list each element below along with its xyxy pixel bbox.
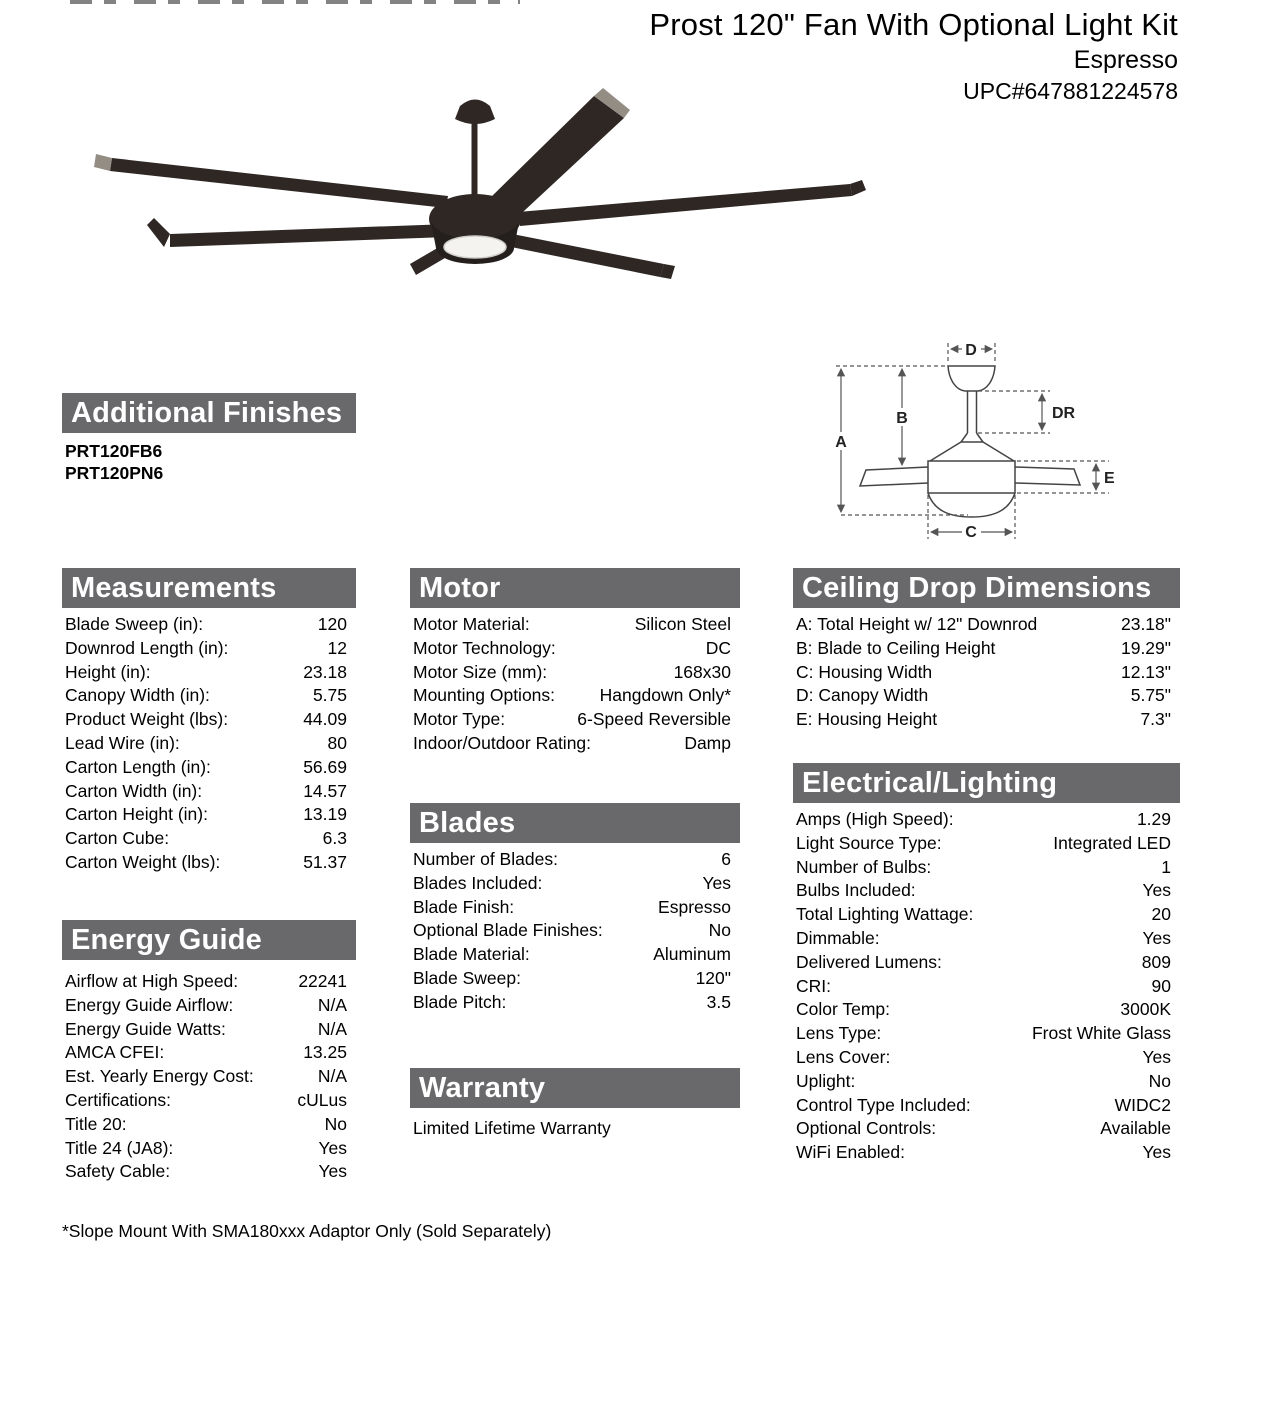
spec-row: [413, 684, 731, 708]
spec-row: [65, 1089, 347, 1113]
spec-label: Est. Yearly Energy Cost:: [65, 1066, 254, 1087]
spec-value: No: [324, 1113, 347, 1134]
section-warranty: [410, 1068, 740, 1139]
section-additional-finishes: [62, 393, 356, 484]
spec-label: Optional Blade Finishes:: [413, 920, 603, 941]
spec-row: [65, 1018, 347, 1042]
spec-value: N/A: [317, 1018, 347, 1039]
spec-row: [796, 1046, 1171, 1070]
section-measurements: [62, 568, 356, 875]
spec-value: WIDC2: [1114, 1094, 1171, 1115]
spec-value: Hangdown Only*: [599, 685, 731, 706]
spec-row: [796, 1094, 1171, 1118]
spec-row: [413, 919, 731, 943]
spec-label: Control Type Included:: [796, 1094, 971, 1115]
spec-value: 809: [1141, 951, 1171, 972]
spec-value: 14.57: [303, 780, 347, 801]
spec-label: Blade Material:: [413, 944, 530, 965]
spec-row: [413, 991, 731, 1015]
spec-label: Number of Bulbs:: [796, 856, 932, 877]
spec-row: [796, 856, 1171, 880]
spec-label: WiFi Enabled:: [796, 1142, 905, 1163]
spec-value: No: [708, 920, 731, 941]
finish-name: Espresso: [1073, 46, 1178, 74]
spec-row: [65, 684, 347, 708]
spec-row: [413, 708, 731, 732]
spec-label: Carton Height (in):: [65, 804, 208, 825]
spec-value: 19.29": [1120, 637, 1171, 658]
spec-value: Integrated LED: [1053, 832, 1171, 853]
spec-label: Title 20:: [65, 1113, 127, 1134]
spec-label: E: Housing Height: [796, 709, 938, 730]
section-electrical-lighting: [793, 763, 1180, 1165]
spec-value: 13.25: [303, 1042, 347, 1063]
spec-value: Yes: [1142, 1142, 1171, 1163]
spec-row: [65, 708, 347, 732]
spec-row: [65, 803, 347, 827]
spec-value: 51.37: [303, 851, 347, 872]
dimension-diagram: [828, 334, 1128, 558]
spec-row: [65, 1160, 347, 1184]
product-image-fan: [60, 84, 960, 324]
spec-row: [65, 994, 347, 1018]
diagram-label-b: B: [896, 410, 908, 427]
spec-row: [796, 637, 1171, 661]
spec-value: 7.3": [1140, 709, 1171, 730]
spec-row: [65, 851, 347, 875]
spec-value: 12.13": [1120, 661, 1171, 682]
spec-label: Canopy Width (in):: [65, 685, 210, 706]
finish-sku: PRT120FB6: [65, 441, 163, 461]
spec-label: D: Canopy Width: [796, 685, 929, 706]
spec-row: [413, 613, 731, 637]
spec-value: 120": [695, 967, 731, 988]
spec-row: [65, 780, 347, 804]
spec-label: Energy Guide Airflow:: [65, 994, 234, 1015]
spec-row: [796, 1022, 1171, 1046]
spec-value: N/A: [317, 994, 347, 1015]
spec-rows: [410, 848, 740, 1015]
spec-rows: [793, 613, 1180, 732]
spec-value: 1.29: [1136, 809, 1171, 829]
spec-label: Blades Included:: [413, 872, 543, 893]
spec-label: Lens Type:: [796, 1023, 882, 1044]
spec-value: Yes: [1142, 1046, 1171, 1067]
diagram-label-e: E: [1104, 470, 1115, 487]
spec-label: Color Temp:: [796, 999, 891, 1020]
spec-value: 3.5: [706, 991, 731, 1012]
slope-mount-footnote: *Slope Mount With SMA180xxx Adaptor Only (Sold Separately): [62, 1221, 552, 1241]
spec-label: Motor Material:: [413, 614, 530, 634]
diagram-label-d: D: [965, 342, 977, 359]
spec-value: N/A: [317, 1066, 347, 1087]
spec-row: [413, 896, 731, 920]
spec-label: Lens Cover:: [796, 1046, 891, 1067]
spec-value: Available: [1100, 1118, 1171, 1139]
spec-label: C: Housing Width: [796, 661, 933, 682]
spec-label: Certifications:: [65, 1089, 172, 1110]
section-header: Electrical/Lighting: [793, 763, 1180, 803]
spec-label: Number of Blades:: [413, 849, 558, 869]
spec-value: 13.19: [303, 804, 347, 825]
spec-label: Dimmable:: [796, 927, 880, 948]
spec-value: 23.18": [1120, 614, 1171, 634]
spec-row: [65, 661, 347, 685]
diagram-label-dr: DR: [1052, 405, 1076, 422]
spec-row: [65, 756, 347, 780]
section-energy-guide: [62, 920, 356, 1184]
section-header: Warranty: [410, 1068, 740, 1108]
spec-label: B: Blade to Ceiling Height: [796, 637, 996, 658]
section-header: Energy Guide: [62, 920, 356, 960]
spec-row: [796, 613, 1171, 637]
spec-row: [65, 1041, 347, 1065]
spec-value: 90: [1151, 975, 1171, 996]
spec-row: [796, 1070, 1171, 1094]
spec-row: [796, 1141, 1171, 1165]
spec-value: 120: [317, 614, 347, 634]
cropped-brand-logo-fragment: [70, 0, 520, 4]
spec-label: Light Source Type:: [796, 832, 942, 853]
spec-label: Carton Width (in):: [65, 780, 203, 801]
spec-row: [65, 1113, 347, 1137]
section-header: Additional Finishes: [62, 393, 356, 433]
spec-label: Carton Cube:: [65, 828, 170, 849]
spec-label: Uplight:: [796, 1070, 856, 1091]
spec-value: 5.75: [312, 685, 347, 706]
spec-value: 6: [721, 849, 731, 869]
spec-label: Airflow at High Speed:: [65, 971, 239, 991]
spec-value: 56.69: [303, 756, 347, 777]
diagram-label-a: A: [835, 434, 847, 451]
spec-label: Height (in):: [65, 661, 151, 682]
spec-value: Aluminum: [653, 944, 731, 965]
spec-value: 12: [327, 637, 347, 658]
spec-label: Blade Pitch:: [413, 991, 507, 1012]
spec-row: [796, 832, 1171, 856]
spec-label: Total Lighting Wattage:: [796, 904, 974, 925]
spec-label: Lead Wire (in):: [65, 732, 180, 753]
spec-row: [796, 975, 1171, 999]
spec-value: 44.09: [303, 709, 347, 730]
spec-value: Yes: [318, 1161, 347, 1182]
spec-value: DC: [705, 637, 731, 658]
finish-list: [62, 441, 356, 484]
section-ceiling-drop-dimensions: [793, 568, 1180, 732]
spec-value: 23.18: [303, 661, 347, 682]
spec-rows: [62, 613, 356, 875]
finish-sku: PRT120PN6: [65, 462, 164, 483]
spec-row: [65, 970, 347, 994]
spec-label: AMCA CFEI:: [65, 1042, 165, 1063]
spec-label: Delivered Lumens:: [796, 951, 942, 972]
spec-label: Product Weight (lbs):: [65, 709, 229, 730]
spec-value: Espresso: [658, 896, 731, 917]
spec-value: 3000K: [1120, 999, 1171, 1020]
spec-row: [65, 1065, 347, 1089]
spec-row: [796, 1117, 1171, 1141]
spec-rows: [62, 970, 356, 1184]
spec-label: Blade Sweep:: [413, 967, 521, 988]
spec-label: Carton Weight (lbs):: [65, 851, 221, 872]
spec-row: [796, 903, 1171, 927]
spec-row: [65, 1137, 347, 1161]
section-blades: [410, 803, 740, 1015]
spec-value: No: [1148, 1070, 1171, 1091]
spec-value: Yes: [1142, 880, 1171, 901]
spec-label: Energy Guide Watts:: [65, 1018, 226, 1039]
spec-row: [796, 684, 1171, 708]
spec-label: Motor Type:: [413, 709, 506, 730]
spec-value: 168x30: [673, 661, 731, 682]
spec-row: [796, 879, 1171, 903]
diagram-label-c: C: [965, 524, 977, 541]
spec-row: [413, 967, 731, 991]
spec-row: [413, 661, 731, 685]
spec-value: Yes: [1142, 927, 1171, 948]
section-header: Measurements: [62, 568, 356, 608]
spec-value: Silicon Steel: [634, 614, 731, 634]
spec-value: 6.3: [322, 828, 347, 849]
upc-code: UPC#647881224578: [963, 78, 1178, 104]
spec-value: 22241: [298, 971, 347, 991]
spec-row: [413, 872, 731, 896]
spec-label: CRI:: [796, 975, 831, 996]
spec-row: [796, 951, 1171, 975]
spec-row: [413, 637, 731, 661]
spec-label: Motor Size (mm):: [413, 661, 548, 682]
spec-label: Title 24 (JA8):: [65, 1137, 174, 1158]
page-title: Prost 120" Fan With Optional Light Kit: [649, 7, 1178, 42]
spec-row: [796, 708, 1171, 732]
spec-row: [65, 637, 347, 661]
spec-row: [796, 661, 1171, 685]
spec-row: [796, 927, 1171, 951]
spec-rows: [793, 808, 1180, 1165]
section-header: Motor: [410, 568, 740, 608]
spec-label: Motor Technology:: [413, 637, 556, 658]
spec-label: Downrod Length (in):: [65, 637, 229, 658]
warranty-text: Limited Lifetime Warranty: [413, 1118, 611, 1138]
spec-row: [796, 998, 1171, 1022]
spec-label: Safety Cable:: [65, 1161, 171, 1182]
spec-rows: [410, 613, 740, 756]
section-header: Ceiling Drop Dimensions: [793, 568, 1180, 608]
spec-value: Yes: [702, 872, 731, 893]
spec-row: [65, 732, 347, 756]
spec-row: [65, 827, 347, 851]
spec-value: 1: [1161, 856, 1171, 877]
spec-row: [413, 848, 731, 872]
spec-value: cULus: [297, 1089, 347, 1110]
spec-value: Damp: [684, 732, 731, 753]
spec-value: 20: [1151, 904, 1171, 925]
spec-value: Yes: [318, 1137, 347, 1158]
spec-label: Carton Length (in):: [65, 756, 211, 777]
spec-label: Mounting Options:: [413, 685, 556, 706]
spec-row: [796, 808, 1171, 832]
spec-value: 6-Speed Reversible: [577, 709, 731, 730]
spec-label: Optional Controls:: [796, 1118, 937, 1139]
spec-row: [65, 613, 347, 637]
spec-label: Bulbs Included:: [796, 880, 916, 901]
spec-row: [413, 732, 731, 756]
section-motor: [410, 568, 740, 756]
spec-row: [413, 943, 731, 967]
spec-label: Blade Sweep (in):: [65, 614, 204, 634]
spec-value: 80: [327, 732, 347, 753]
spec-value: 5.75": [1130, 685, 1171, 706]
spec-label: A: Total Height w/ 12" Downrod: [796, 614, 1038, 634]
section-header: Blades: [410, 803, 740, 843]
spec-label: Blade Finish:: [413, 896, 515, 917]
spec-value: Frost White Glass: [1031, 1023, 1171, 1044]
spec-label: Indoor/Outdoor Rating:: [413, 732, 592, 753]
spec-label: Amps (High Speed):: [796, 809, 954, 829]
